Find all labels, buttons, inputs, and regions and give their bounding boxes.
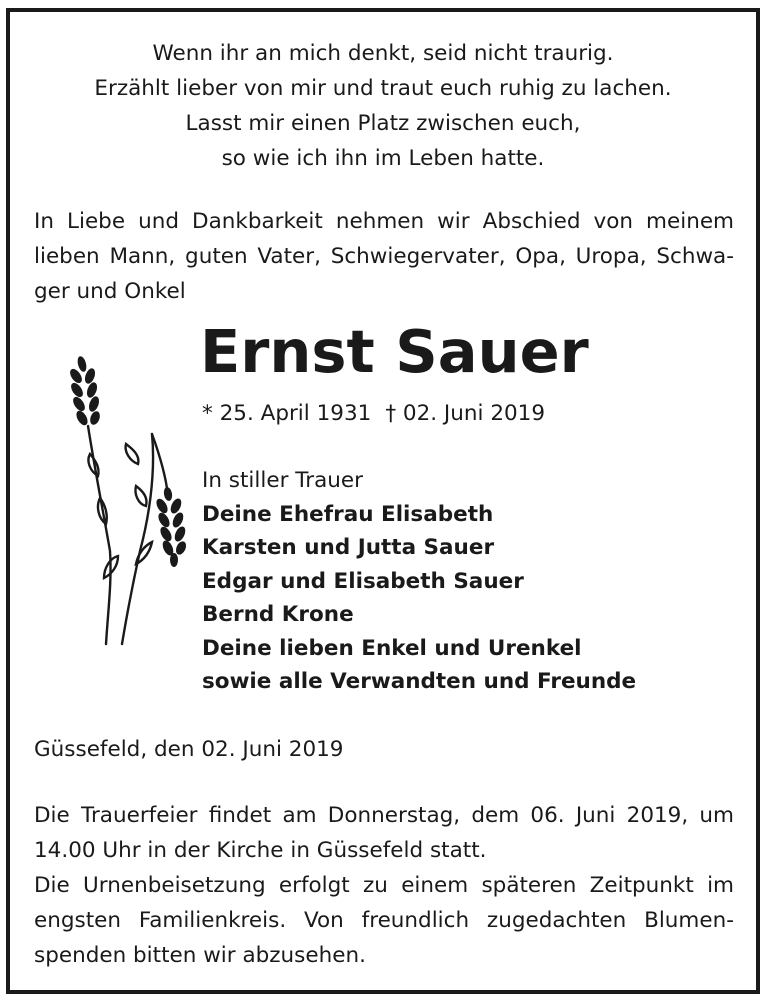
mourner-name: Deine Ehefrau Elisabeth [202, 501, 494, 527]
notice-line: 14.00 Uhr in der Kirche in Güssefeld statt. [34, 838, 487, 863]
intro-line: In Liebe und Dankbarkeit nehmen wir Abschied von meinem [34, 209, 734, 234]
notice-line: Die Urnenbeisetzung erfolgt zu einem späteren Zeitpunkt im [34, 873, 734, 898]
mourner-name: Karsten und Jutta Sauer [202, 535, 495, 560]
notice-frame [6, 8, 760, 994]
poem-line: Erzählt lieber von mir und traut euch ruhig zu lachen. [94, 76, 672, 101]
mourners-heading: In stiller Trauer [202, 468, 363, 493]
place-date: Güssefeld, den 02. Juni 2019 [34, 737, 344, 762]
wheat-ears-icon [60, 346, 200, 646]
poem-line: Lasst mir einen Platz zwischen euch, [185, 111, 581, 136]
life-dates [202, 396, 545, 431]
notice-line: engsten Familienkreis. Von freundlich zugedachten Blumen- [34, 908, 734, 933]
mourner-name: Bernd Krone [202, 602, 354, 627]
mourner-name: Edgar und Elisabeth Sauer [202, 568, 524, 594]
mourner-name: sowie alle Verwandten und Freunde [202, 669, 637, 694]
birth-date: * 25. April 1931 [202, 401, 372, 426]
notice-line: Die Trauerfeier findet am Donnerstag, dem 06. Juni 2019, um [34, 803, 734, 828]
intro-line: ger und Onkel [34, 279, 186, 304]
death-date: † 02. Juni 2019 [385, 401, 546, 426]
mourner-name: Deine lieben Enkel und Urenkel [202, 635, 582, 661]
poem-line: Wenn ihr an mich denkt, seid nicht traurig. [152, 41, 614, 66]
poem [10, 36, 756, 176]
deceased-name: Ernst Sauer [200, 317, 589, 386]
intro-line: lieben Mann, guten Vater, Schwiegervater, Opa, Uropa, Schwa- [34, 244, 734, 269]
mourners-list [202, 464, 636, 699]
notice-line: spenden bitten wir abzusehen. [34, 943, 366, 968]
poem-line: so wie ich ihn im Leben hatte. [221, 146, 545, 171]
funeral-notice [34, 798, 734, 973]
intro-text [34, 204, 734, 309]
